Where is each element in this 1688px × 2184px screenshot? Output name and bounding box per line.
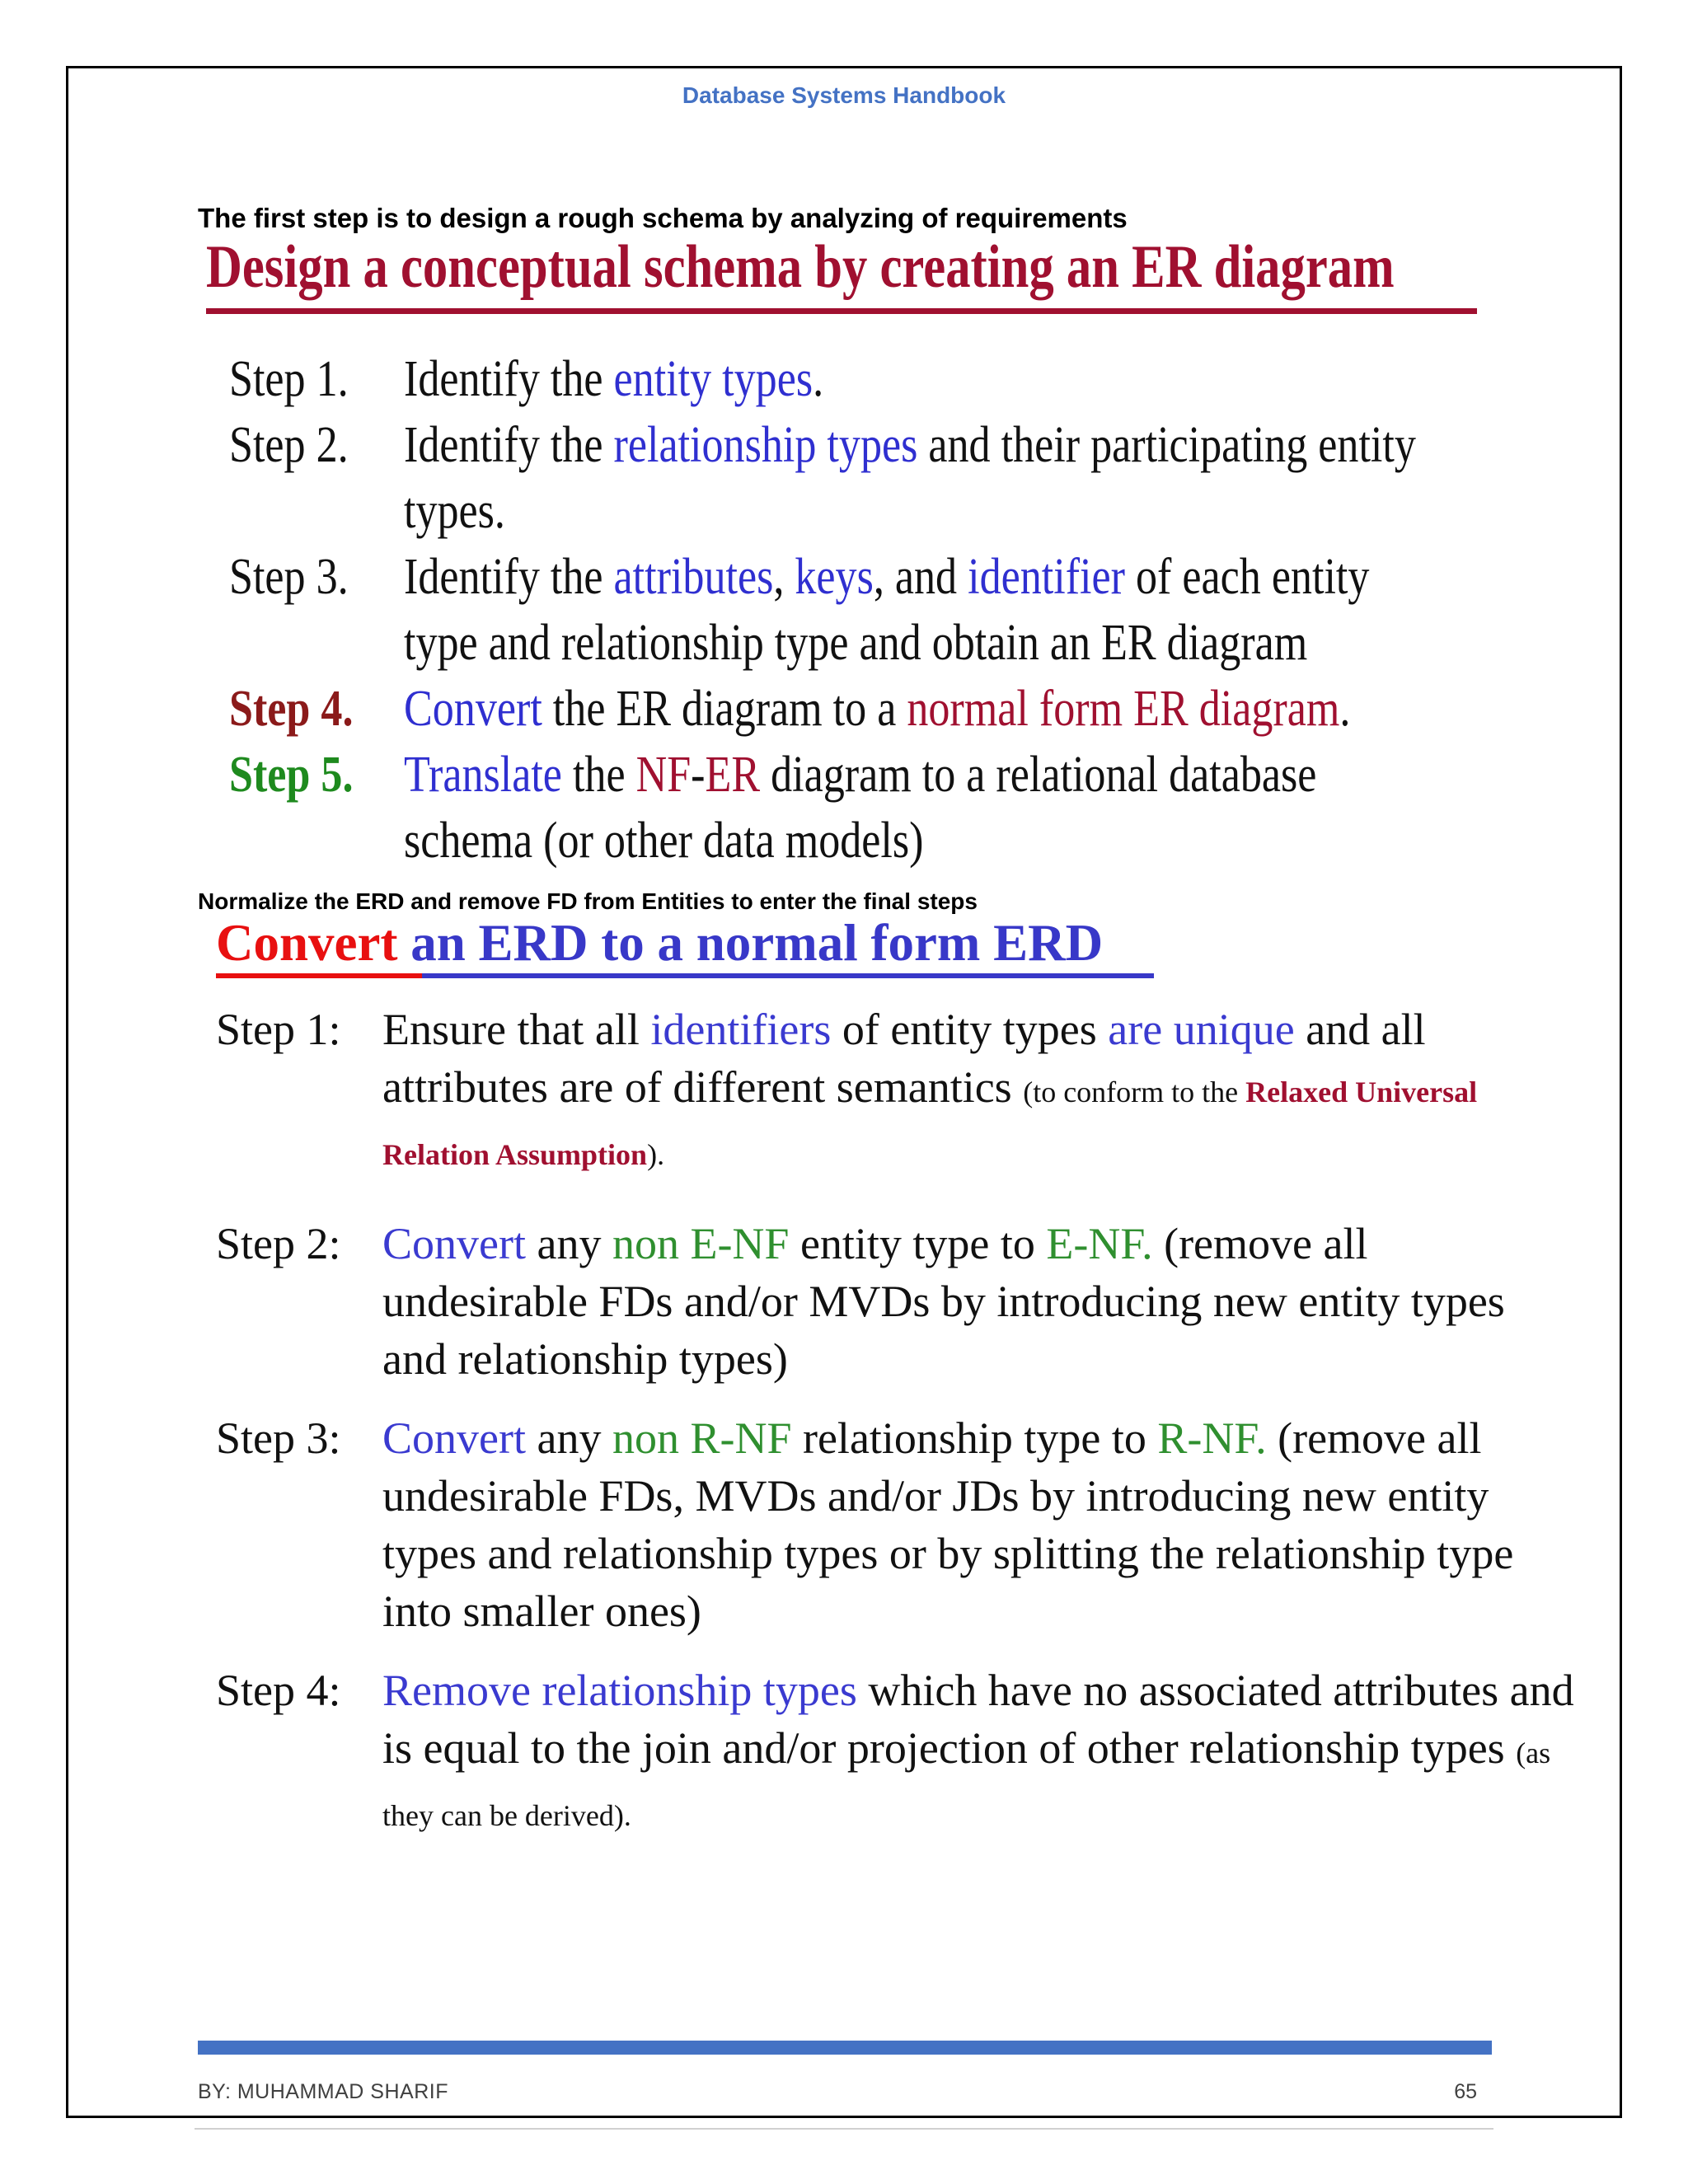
section2-title (216, 913, 1103, 973)
step-text (404, 412, 1416, 478)
step-text-run: Convert (382, 1413, 526, 1463)
section1-title: Design a conceptual schema by creating an ER diagram (206, 233, 1395, 301)
section2-title-part1: Convert (216, 914, 411, 972)
step-text-run: Translate (404, 747, 562, 803)
step-text-run: non R-NF (612, 1413, 792, 1463)
step-text-run: entity type to (789, 1219, 1047, 1268)
step-text-run: entity types (613, 351, 814, 407)
section1-step-row (229, 412, 1548, 478)
bottom-divider (195, 2128, 1493, 2130)
step-text-run: (as they can be derived). (382, 1736, 1551, 1832)
step-text (404, 808, 1365, 874)
section1-step-row (229, 610, 1548, 676)
step-text-run: NF (635, 747, 692, 803)
step-text-run: type and relationship type and obtain an ER diagram (404, 615, 1308, 671)
section2-title-underline-red (216, 973, 422, 978)
section1-step-row (229, 478, 1548, 544)
step-text-run: Convert (382, 1219, 526, 1268)
step-text (382, 1409, 1576, 1640)
section1-step-row (229, 808, 1548, 874)
section1-step-row (229, 676, 1548, 742)
section2-step-row (216, 1661, 1576, 1844)
step-text-run: , and (873, 549, 968, 605)
step-text-run: relationship type to (791, 1413, 1158, 1463)
step-text-run: any (525, 1219, 612, 1268)
step-text-run: relationship types (613, 417, 918, 473)
section2-step-row (216, 1001, 1576, 1183)
step-text-run: (remove all undesirable FDs and/or MVDs by introducing new entity types and relationship types) (382, 1219, 1505, 1384)
section1-step-list (229, 346, 1548, 874)
step-text (404, 676, 1365, 742)
step-text-run: Convert (404, 681, 542, 737)
step-label: Step 1. (229, 351, 349, 407)
step-text (404, 478, 1365, 544)
section1-title-underline (206, 308, 1477, 314)
step-label: Step 4. (229, 681, 354, 737)
page-number: 65 (1454, 2080, 1477, 2103)
step-label: Step 5. (229, 747, 354, 803)
step-text-run: and their participating entity (917, 417, 1416, 473)
step-label: Step 4: (216, 1666, 341, 1715)
section1-step-row (229, 346, 1548, 412)
step-text (404, 544, 1369, 610)
step-text-run: normal form ER diagram (907, 681, 1340, 737)
step-text-run: of each entity (1124, 549, 1370, 605)
step-text-run: Identify the (404, 417, 614, 473)
step-text (404, 742, 1365, 808)
step-text-run: non E-NF (612, 1219, 790, 1268)
section2-title-part2: an ERD to a normal form ERD (410, 914, 1104, 972)
step-text-run: of entity types (831, 1005, 1109, 1054)
section2-note: Normalize the ERD and remove FD from Entities to enter the final steps (198, 888, 978, 914)
step-text-run: and all attributes are of different semantics (382, 1005, 1426, 1112)
step-text (382, 1215, 1576, 1388)
step-text-run: identifiers (650, 1005, 832, 1054)
step-text-run: are unique (1108, 1005, 1295, 1054)
step-text-run: Relaxed Universal Relation Assumption (382, 1076, 1478, 1171)
section2-step-row (216, 1409, 1576, 1640)
step-text-run: any (525, 1413, 612, 1463)
section2-step-row (216, 1215, 1576, 1388)
step-label: Step 1: (216, 1005, 341, 1054)
section1-step-row (229, 544, 1548, 610)
running-header: Database Systems Handbook (682, 82, 1006, 108)
step-text-run: - (691, 747, 706, 803)
step-text-run: attributes (613, 549, 774, 605)
step-text-run: . (1339, 681, 1351, 737)
step-text-run: which have no associated attributes and is equal to the join and/or projection of other relationship types (382, 1666, 1574, 1773)
section1-note: The first step is to design a rough schema by analyzing of requirements (198, 203, 1128, 233)
step-text-run: . (813, 351, 824, 407)
footer-author: BY: MUHAMMAD SHARIF (198, 2080, 448, 2103)
step-text-run: types. (404, 483, 505, 539)
footer-rule (198, 2041, 1492, 2055)
section1-step-row (229, 742, 1548, 808)
step-text-run: Ensure that all (382, 1005, 651, 1054)
step-text-run: identifier (968, 549, 1125, 605)
step-text-run: schema (or other data models) (404, 813, 924, 869)
step-label: Step 3: (216, 1413, 341, 1463)
step-text-run: Identify the (404, 351, 614, 407)
step-text-run: the ER diagram to a (542, 681, 907, 737)
step-text-run: ER (705, 747, 761, 803)
step-text (382, 1001, 1576, 1183)
step-text-run: the (561, 747, 636, 803)
step-text-run: Remove relationship types (382, 1666, 857, 1715)
step-text (404, 610, 1365, 676)
step-label: Step 2. (229, 417, 349, 473)
step-text (404, 346, 1365, 412)
step-text (382, 1661, 1576, 1844)
section2-title-underline-blue (422, 973, 1154, 978)
step-text-run: (to conform to the (1023, 1076, 1246, 1108)
step-text-run: (remove all undesirable FDs, MVDs and/or JDs by introducing new entity types and relationship types or by splitting the relationship type into smaller ones) (382, 1413, 1514, 1636)
step-text-run: E-NF. (1046, 1219, 1153, 1268)
step-label: Step 3. (229, 549, 349, 605)
step-text-run: Identify the (404, 549, 614, 605)
step-text-run: R-NF. (1157, 1413, 1267, 1463)
step-text-run: diagram to a relational database (760, 747, 1317, 803)
step-text-run: keys (795, 549, 874, 605)
step-text-run: , (773, 549, 795, 605)
step-text-run: ). (647, 1138, 665, 1171)
section2-step-list (216, 1001, 1576, 1866)
step-label: Step 2: (216, 1219, 341, 1268)
